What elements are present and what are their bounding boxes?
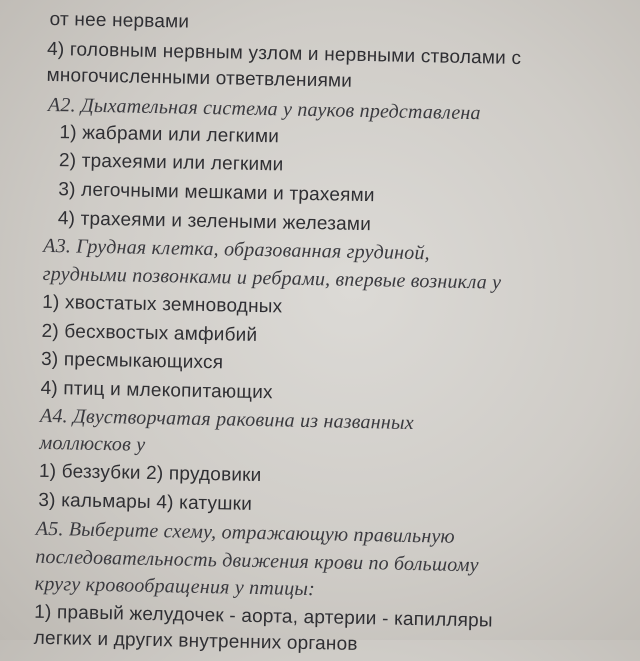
option-line: 1) беззубки 2) прудовики xyxy=(38,460,262,487)
question-a3: А3. Грудная клетка, образованная грудиной, xyxy=(43,234,431,265)
option-line: 4) трахеями и зелеными железами xyxy=(57,208,372,236)
option-line: легких и других внутренних органов xyxy=(33,627,358,655)
text-line: 4) головным нервным узлом и нервными стволами с xyxy=(46,38,522,70)
question-a3-cont: грудными позвонками и ребрами, впервые возникла у xyxy=(42,262,502,294)
text-line: от нее нервами xyxy=(49,8,190,33)
option-line: 4) птиц и млекопитающих xyxy=(40,377,273,404)
option-line: 1) жабрами или легкими xyxy=(59,122,280,148)
option-line: 2) трахеями или легкими xyxy=(58,150,284,176)
question-a4-cont: моллюсков у xyxy=(39,431,146,456)
option-line: 2) бесхвостых амфибий xyxy=(41,320,258,346)
text-line: многочисленными ответвлениями xyxy=(46,64,353,92)
option-line: 1) хвостатых земноводных xyxy=(42,291,283,318)
question-a4: А4. Двустворчатая раковина из названных xyxy=(39,404,415,435)
question-a2: А2. Дыхательная система у пауков представлена xyxy=(47,93,481,125)
option-line: 1) правый желудочек - аорта, артерии - капилляры xyxy=(34,601,493,632)
option-line: 3) кальмары 4) катушки xyxy=(38,489,253,515)
option-line: 3) пресмыкающихся xyxy=(40,348,224,374)
question-a5: А5. Выберите схему, отражающую правильную xyxy=(35,517,456,548)
option-line: 3) легочными мешками и трахеями xyxy=(58,179,375,207)
question-a5-cont: последовательность движения крови по большому xyxy=(35,545,479,577)
question-a5-cont: кругу кровообращения у птицы: xyxy=(34,572,316,601)
